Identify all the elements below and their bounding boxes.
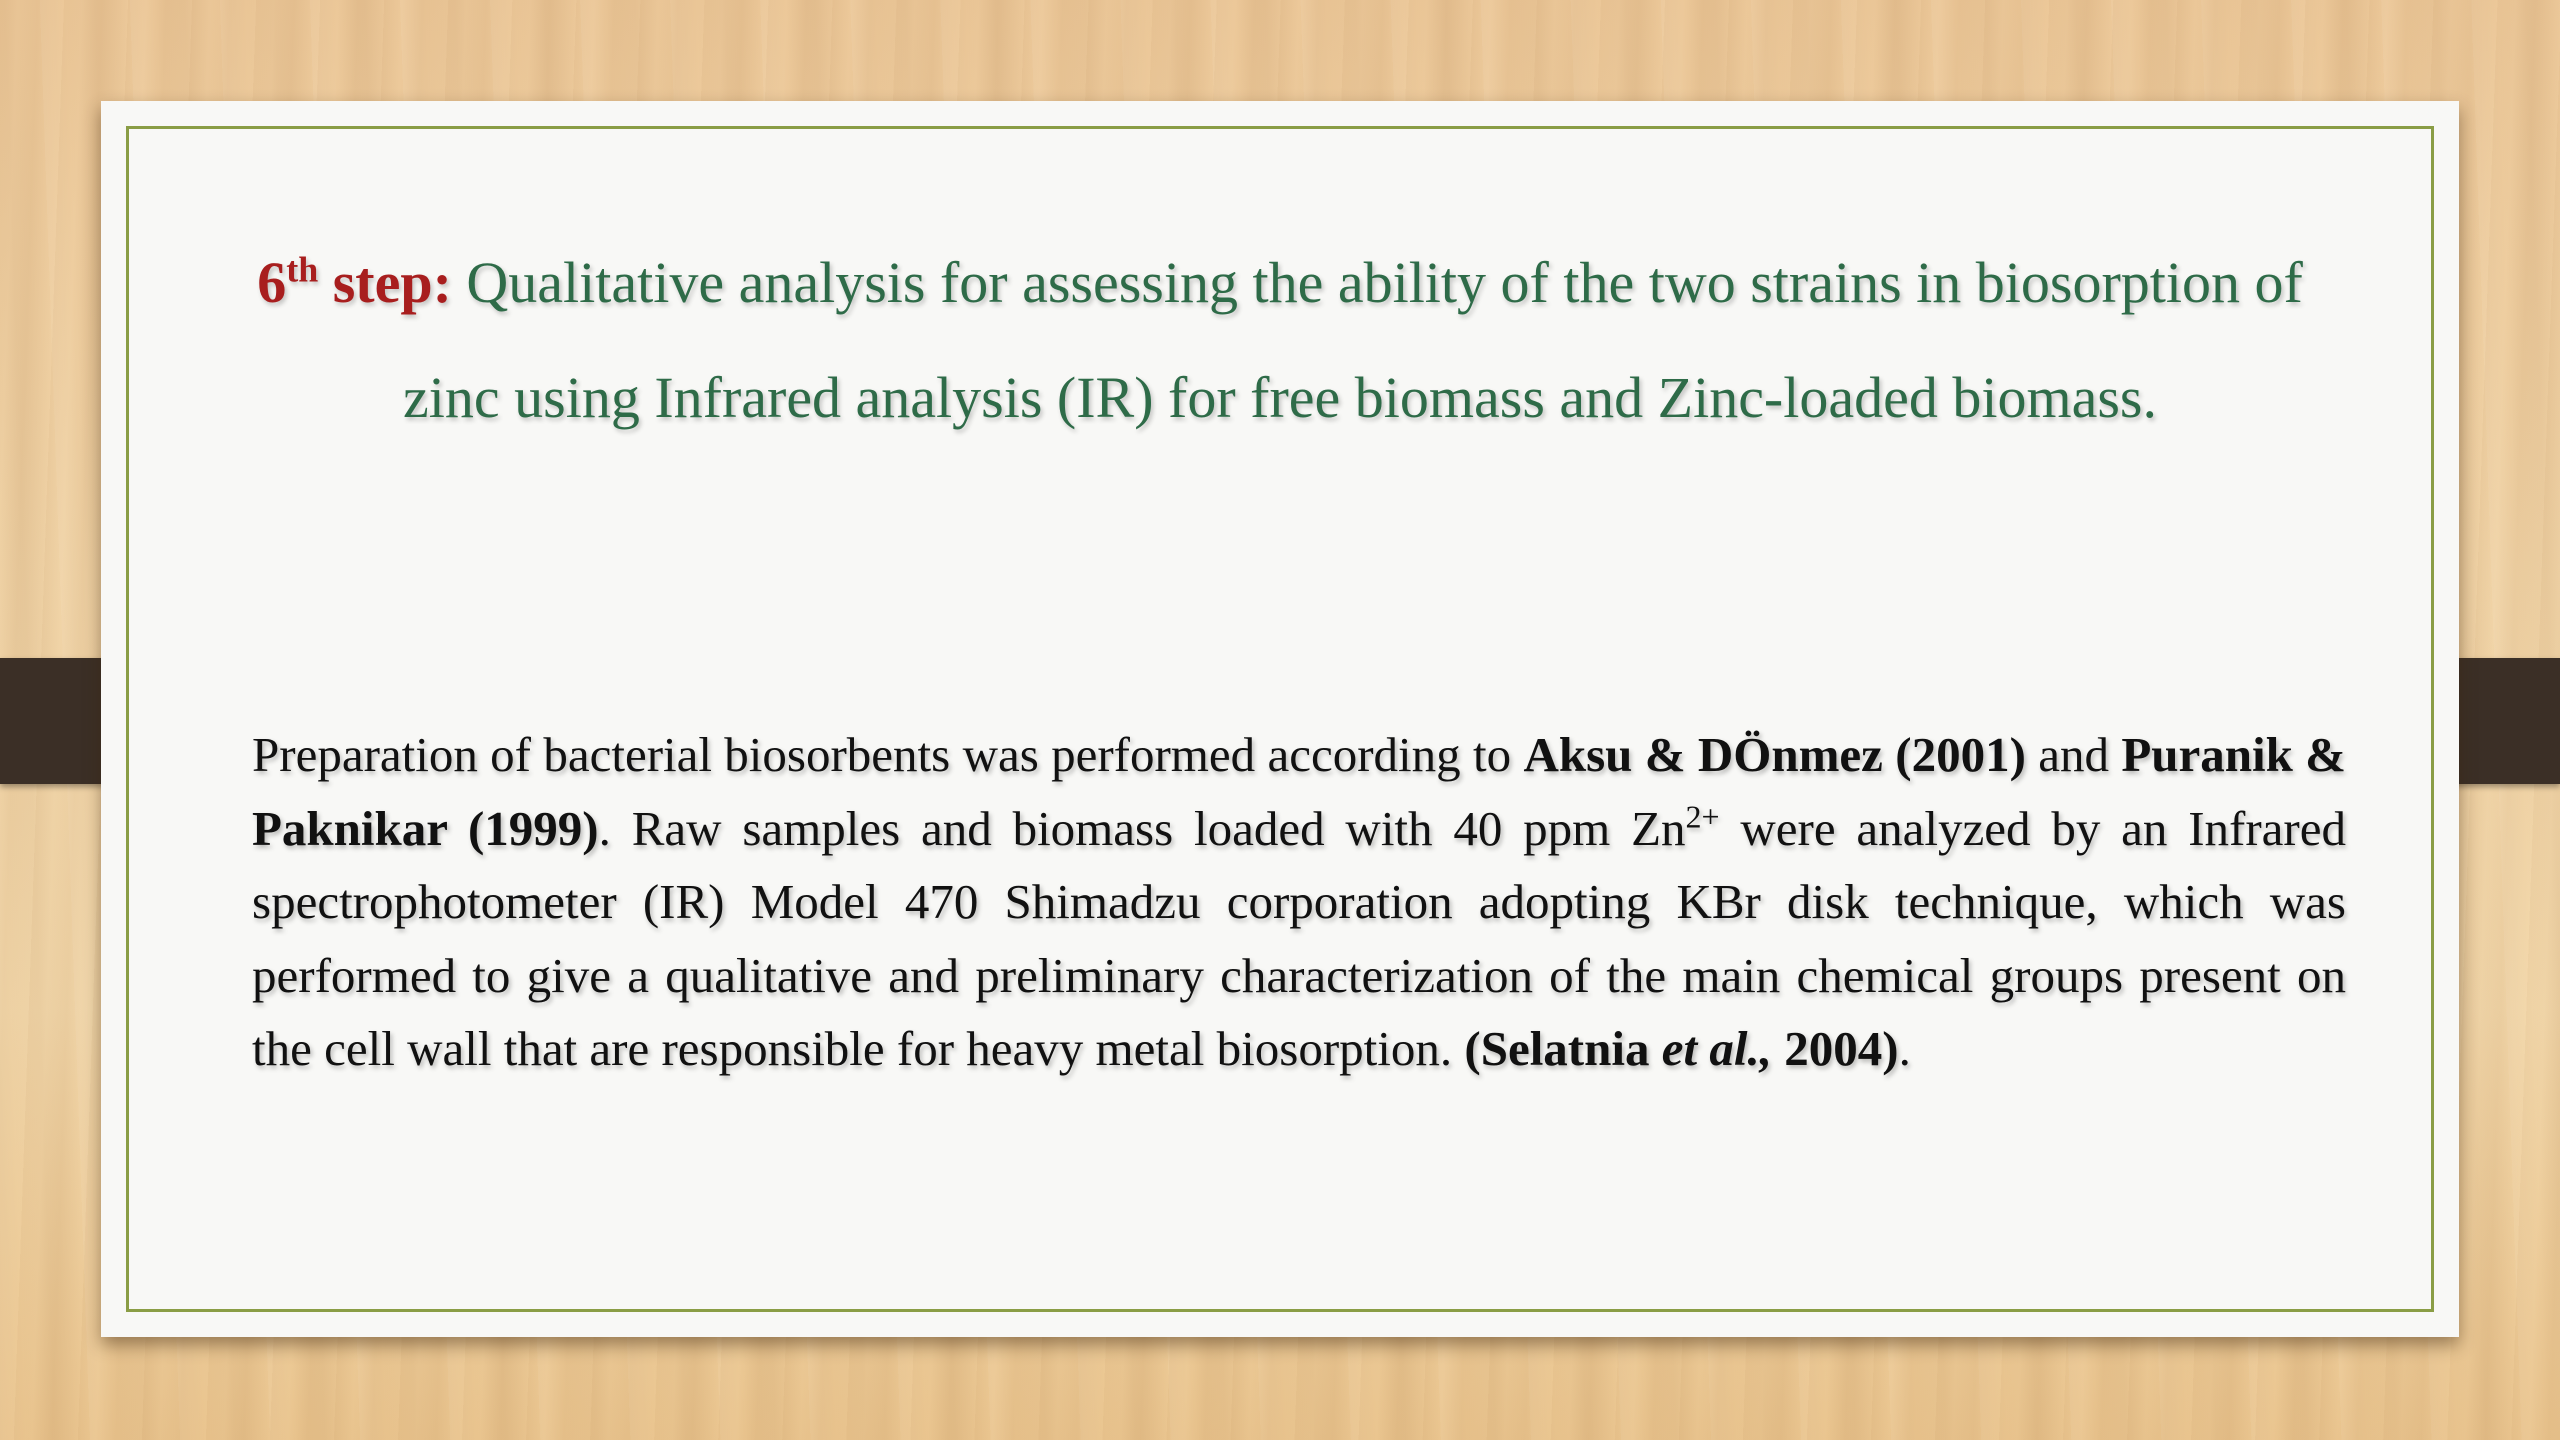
slide-title — [220, 225, 2340, 455]
citation-puranik-paknikar: Puranik & Paknikar (1999) — [252, 727, 2347, 856]
body-text-1: Preparation of bacterial biosorbents was performed according to — [252, 727, 1524, 782]
body-end-period: . — [1898, 1021, 1911, 1076]
step-ordinal-suffix: th — [286, 249, 319, 290]
zinc-charge-superscript: 2+ — [1685, 798, 1720, 835]
step-number: 6 — [257, 250, 287, 315]
citation-selatnia — [1464, 1021, 1898, 1076]
citation-selatnia-close: ) — [1882, 1021, 1899, 1076]
citation-selatnia-year: 2004 — [1771, 1021, 1883, 1076]
citation-aksu-donmez: Aksu & DÖnmez (2001) — [1523, 727, 2026, 782]
body-text-3: . Raw samples and biomass loaded with 40 ppm Zn — [598, 800, 1686, 856]
body-paragraph — [252, 718, 2346, 1086]
body-text-4: were analyzed by an Infrared spectrophotometer (IR) Model 470 Shimadzu corporation adopting KBr disk technique, which was performed to give a qualitative and preliminary characterization of the main chemical groups present on the cell wall that are responsible for heavy metal biosorption. — [252, 800, 2347, 1076]
step-word: step: — [318, 250, 452, 315]
title-text: Qualitative analysis for assessing the ability of the two strains in biosorption of zinc using Infrared analysis (IR) for free biomass and Zinc-loaded biomass. — [403, 250, 2303, 430]
citation-selatnia-open: (Selatnia — [1464, 1021, 1662, 1076]
step-label — [257, 250, 452, 315]
body-text-2: and — [2025, 727, 2122, 782]
citation-selatnia-etal: et al., — [1661, 1021, 1772, 1076]
